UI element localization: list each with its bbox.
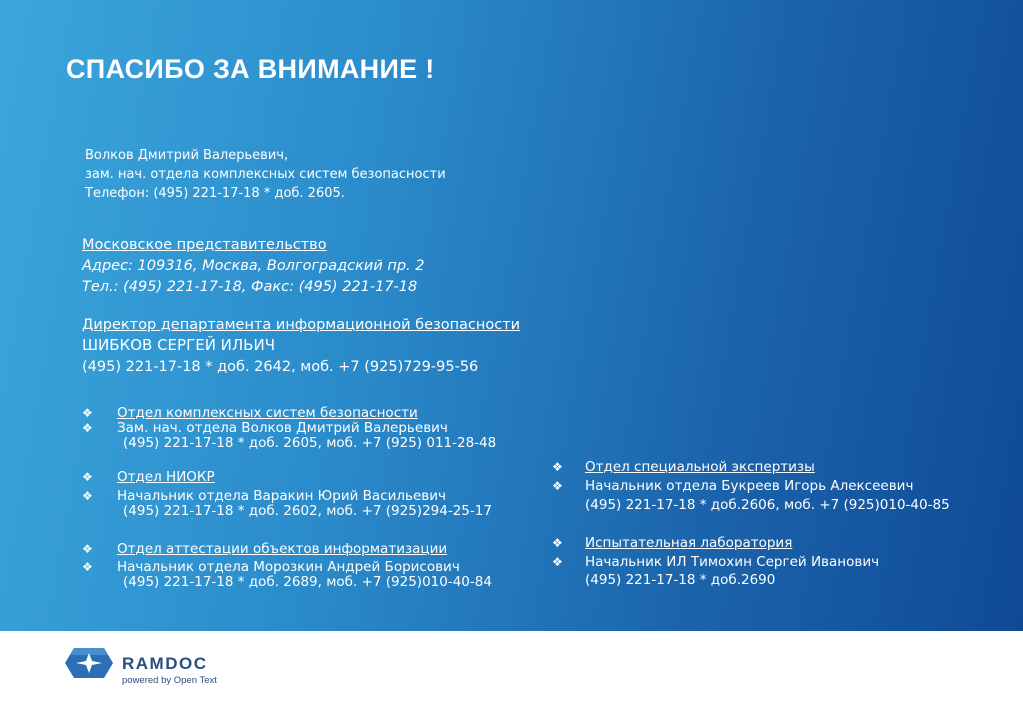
department-phones: (495) 221-17-18 * доб.2606, моб. +7 (925)010-40-85	[585, 497, 950, 513]
department-link[interactable]: Испытательная лаборатория	[585, 535, 793, 551]
director-phones: (495) 221-17-18 * доб. 2642, моб. +7 (925)729-95-56	[82, 359, 479, 375]
contact-phone: Телефон: (495) 221-17-18 * доб. 2605.	[85, 186, 345, 201]
department-phones: (495) 221-17-18 * доб. 2605, моб. +7 (925) 011-28-48	[123, 435, 497, 451]
director-name: ШИБКОВ СЕРГЕЙ ИЛЬИЧ	[82, 336, 275, 354]
slide-title: СПАСИБО ЗА ВНИМАНИЕ !	[66, 54, 435, 84]
bullet-icon: ❖	[82, 560, 93, 574]
moscow-address: Адрес: 109316, Москва, Волгоградский пр. 2	[82, 258, 425, 274]
contact-position: зам. нач. отдела комплексных систем безопасности	[85, 167, 446, 182]
logo-name: RAMDOC	[122, 654, 208, 673]
ramdoc-logo-icon	[64, 647, 114, 679]
bullet-icon: ❖	[552, 479, 563, 493]
department-head: Начальник отдела Морозкин Андрей Борисович	[117, 559, 460, 575]
director-heading-link[interactable]: Директор департамента информационной безопасности	[82, 317, 521, 333]
bullet-icon: ❖	[82, 470, 93, 484]
bullet-icon: ❖	[82, 406, 93, 420]
department-head: Зам. нач. отдела Волков Дмитрий Валерьевич	[117, 420, 448, 436]
department-link[interactable]: Отдел комплексных систем безопасности	[117, 405, 418, 421]
department-link[interactable]: Отдел аттестации объектов информатизации	[117, 541, 448, 557]
moscow-heading-link[interactable]: Московское представительство	[82, 237, 327, 253]
bullet-icon: ❖	[82, 489, 93, 503]
contact-name: Волков Дмитрий Валерьевич,	[85, 148, 289, 163]
bullet-icon: ❖	[82, 542, 93, 556]
bullet-icon: ❖	[552, 555, 563, 569]
department-phones: (495) 221-17-18 * доб.2690	[585, 572, 776, 588]
department-head: Начальник отдела Букреев Игорь Алексеевич	[585, 478, 914, 494]
moscow-phones: Тел.: (495) 221-17-18, Факс: (495) 221-17-18	[82, 279, 418, 295]
department-phones: (495) 221-17-18 * доб. 2689, моб. +7 (925)010-40-84	[123, 574, 492, 590]
department-link[interactable]: Отдел НИОКР	[117, 469, 215, 485]
department-phones: (495) 221-17-18 * доб. 2602, моб. +7 (925)294-25-17	[123, 503, 492, 519]
bullet-icon: ❖	[552, 460, 563, 474]
bullet-icon: ❖	[552, 536, 563, 550]
department-head: Начальник отдела Варакин Юрий Васильевич	[117, 488, 446, 504]
bullet-icon: ❖	[82, 421, 93, 435]
logo-tagline: powered by Open Text	[122, 675, 217, 686]
department-head: Начальник ИЛ Тимохин Сергей Иванович	[585, 554, 880, 570]
department-link[interactable]: Отдел специальной экспертизы	[585, 459, 815, 475]
